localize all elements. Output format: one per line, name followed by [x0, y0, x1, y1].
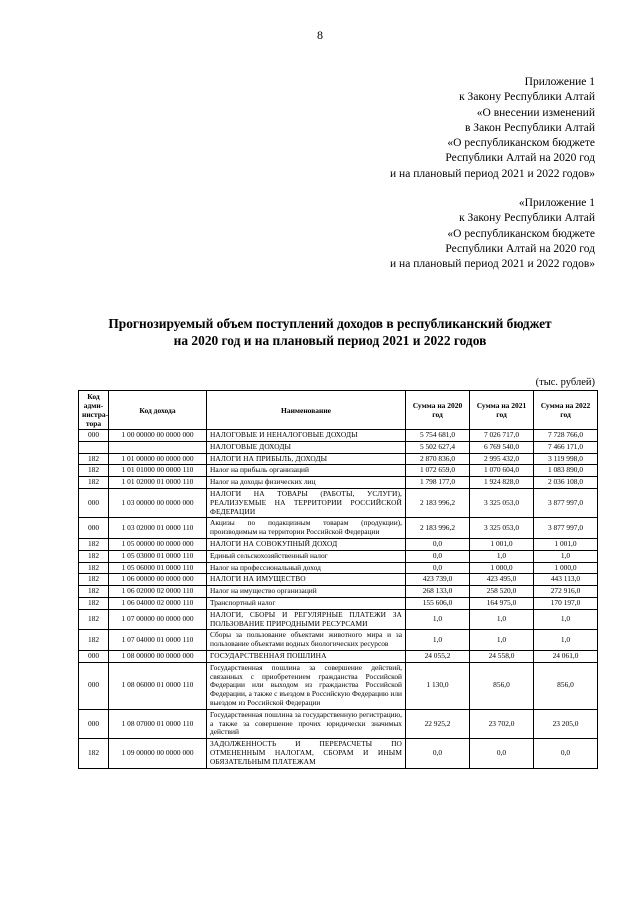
page-number: 8: [317, 28, 323, 42]
cell-income-code: 1 01 01000 00 0000 110: [109, 465, 207, 477]
table-row: [79, 609, 598, 630]
cell-sum-2020: 24 055,2: [406, 650, 470, 662]
cell-sum-2020: 1,0: [406, 609, 470, 630]
cell-admin-code: 182: [79, 465, 109, 477]
cell-sum-2022: 1,0: [534, 630, 598, 651]
revenue-table: [78, 390, 598, 769]
cell-sum-2022: 1,0: [534, 609, 598, 630]
table-row: [79, 430, 598, 442]
table-header-row: [79, 391, 598, 430]
units-label: (тыс. рублей): [535, 377, 595, 388]
table-row: [79, 597, 598, 609]
cell-sum-2022: 23 205,0: [534, 709, 598, 738]
cell-name: Единый сельскохозяйственный налог: [207, 550, 406, 562]
cell-name: НАЛОГОВЫЕ ДОХОДЫ: [207, 441, 406, 453]
cell-sum-2022: 7 466 171,0: [534, 441, 598, 453]
cell-sum-2020: 2 183 996,2: [406, 488, 470, 517]
cell-name: Государственная пошлина за совершение действий, связанных с приобретением гражданства Российской Федерации или выходом из гражданства Российской Федерации, а также с въездом в Российскую Федерацию или выездом из Российской Федерации: [207, 662, 406, 709]
header-sum-2022: Сумма на 2022 год: [534, 391, 598, 430]
header-sum-2020: Сумма на 2020 год: [406, 391, 470, 430]
cell-sum-2021: 1 001,0: [470, 538, 534, 550]
table-row: [79, 538, 598, 550]
cell-sum-2020: 5 754 681,0: [406, 430, 470, 442]
cell-name: ЗАДОЛЖЕННОСТЬ И ПЕРЕРАСЧЕТЫ ПО ОТМЕНЕННЫМ НАЛОГАМ, СБОРАМ И ИНЫМ ОБЯЗАТЕЛЬНЫМ ПЛАТЕЖАМ: [207, 739, 406, 768]
header-name: Наименование: [207, 391, 406, 430]
cell-sum-2021: 856,0: [470, 662, 534, 709]
header-admin-code: Код адми-нистра-тора: [79, 391, 109, 430]
cell-admin-code: 182: [79, 574, 109, 586]
cell-admin-code: 182: [79, 630, 109, 651]
cell-name: НАЛОГИ, СБОРЫ И РЕГУЛЯРНЫЕ ПЛАТЕЖИ ЗА ПОЛЬЗОВАНИЕ ПРИРОДНЫМИ РЕСУРСАМИ: [207, 609, 406, 630]
appendix-line: Республики Алтай на 2020 год: [445, 242, 595, 255]
cell-income-code: 1 07 04000 01 0000 110: [109, 630, 207, 651]
table-row: [79, 662, 598, 709]
table-row: [79, 709, 598, 738]
cell-sum-2022: 7 728 766,0: [534, 430, 598, 442]
appendix-line: к Закону Республики Алтай: [459, 212, 595, 225]
cell-sum-2020: 0,0: [406, 550, 470, 562]
cell-sum-2020: 1 798 177,0: [406, 477, 470, 489]
cell-admin-code: 000: [79, 662, 109, 709]
cell-sum-2021: 2 995 432,0: [470, 453, 534, 465]
cell-sum-2020: 268 133,0: [406, 586, 470, 598]
cell-income-code: 1 05 03000 01 0000 110: [109, 550, 207, 562]
cell-admin-code: 182: [79, 562, 109, 574]
cell-income-code: 1 01 00000 00 0000 000: [109, 453, 207, 465]
cell-sum-2021: 7 026 717,0: [470, 430, 534, 442]
cell-name: Налог на прибыль организаций: [207, 465, 406, 477]
cell-sum-2021: 1 924 828,0: [470, 477, 534, 489]
cell-admin-code: [79, 441, 109, 453]
header-sum-2021: Сумма на 2021 год: [470, 391, 534, 430]
cell-sum-2021: 3 325 053,0: [470, 518, 534, 539]
cell-sum-2022: 1,0: [534, 550, 598, 562]
cell-sum-2022: 3 877 997,0: [534, 488, 598, 517]
cell-name: Государственная пошлина за государственную регистрацию, а также за совершение прочих юридически значимых действий: [207, 709, 406, 738]
cell-admin-code: 000: [79, 518, 109, 539]
cell-sum-2022: 856,0: [534, 662, 598, 709]
table-row: [79, 630, 598, 651]
cell-sum-2020: 1,0: [406, 630, 470, 651]
cell-income-code: 1 01 02000 01 0000 110: [109, 477, 207, 489]
table-row: [79, 550, 598, 562]
cell-sum-2022: 1 000,0: [534, 562, 598, 574]
document-title-line: на 2020 год и на плановый период 2021 и 2022 годов: [173, 333, 487, 348]
cell-income-code: 1 03 00000 00 0000 000: [109, 488, 207, 517]
table-row: [79, 465, 598, 477]
appendix-line: «О внесении изменений: [476, 106, 595, 119]
cell-name: Акцизы по подакцизным товарам (продукции), производимым на территории Российской Федерации: [207, 518, 406, 539]
cell-sum-2021: 1,0: [470, 609, 534, 630]
appendix-line: Приложение 1: [524, 76, 595, 88]
appendix-line: «Приложение 1: [518, 197, 595, 209]
appendix-line: к Закону Республики Алтай: [459, 91, 595, 104]
appendix-original-note: [390, 196, 595, 272]
cell-sum-2021: 23 702,0: [470, 709, 534, 738]
cell-income-code: 1 06 04000 02 0000 110: [109, 597, 207, 609]
table-row: [79, 518, 598, 539]
cell-sum-2022: 3 119 998,0: [534, 453, 598, 465]
cell-income-code: 1 07 00000 00 0000 000: [109, 609, 207, 630]
header-income-code: Код дохода: [109, 391, 207, 430]
cell-name: НАЛОГИ НА ТОВАРЫ (РАБОТЫ, УСЛУГИ), РЕАЛИЗУЕМЫЕ НА ТЕРРИТОРИИ РОССИЙСКОЙ ФЕДЕРАЦИИ: [207, 488, 406, 517]
cell-sum-2020: 2 870 836,0: [406, 453, 470, 465]
cell-admin-code: 182: [79, 586, 109, 598]
table-row: [79, 477, 598, 489]
cell-sum-2022: 3 877 997,0: [534, 518, 598, 539]
cell-admin-code: 182: [79, 597, 109, 609]
cell-income-code: 1 08 06000 01 0000 110: [109, 662, 207, 709]
cell-income-code: 1 05 00000 00 0000 000: [109, 538, 207, 550]
cell-admin-code: 182: [79, 453, 109, 465]
cell-name: НАЛОГИ НА ПРИБЫЛЬ, ДОХОДЫ: [207, 453, 406, 465]
cell-name: Сборы за пользование объектами животного мира и за пользование объектами водных биологических ресурсов: [207, 630, 406, 651]
cell-sum-2021: 6 769 540,0: [470, 441, 534, 453]
cell-sum-2022: 1 083 890,0: [534, 465, 598, 477]
cell-sum-2022: 170 197,0: [534, 597, 598, 609]
appendix-amendment-note: [390, 75, 595, 182]
cell-sum-2020: 1 072 659,0: [406, 465, 470, 477]
cell-income-code: 1 03 02000 01 0000 110: [109, 518, 207, 539]
cell-name: НАЛОГИ НА СОВОКУПНЫЙ ДОХОД: [207, 538, 406, 550]
appendix-line: «О республиканском бюджете: [447, 137, 595, 150]
table-row: [79, 562, 598, 574]
cell-income-code: 1 08 07000 01 0000 110: [109, 709, 207, 738]
cell-sum-2020: 0,0: [406, 538, 470, 550]
appendix-line: в Закон Республики Алтай: [465, 121, 595, 134]
cell-sum-2022: 272 916,0: [534, 586, 598, 598]
cell-sum-2021: 1 000,0: [470, 562, 534, 574]
cell-income-code: 1 08 00000 00 0000 000: [109, 650, 207, 662]
cell-sum-2020: 0,0: [406, 739, 470, 768]
cell-sum-2021: 1 070 604,0: [470, 465, 534, 477]
cell-sum-2021: 24 558,0: [470, 650, 534, 662]
appendix-line: Республики Алтай на 2020 год: [445, 152, 595, 165]
table-row: [79, 586, 598, 598]
cell-name: НАЛОГИ НА ИМУЩЕСТВО: [207, 574, 406, 586]
appendix-line: и на плановый период 2021 и 2022 годов»: [390, 258, 595, 271]
cell-name: НАЛОГОВЫЕ И НЕНАЛОГОВЫЕ ДОХОДЫ: [207, 430, 406, 442]
cell-income-code: 1 09 00000 00 0000 000: [109, 739, 207, 768]
appendix-line: «О республиканском бюджете: [447, 227, 595, 240]
cell-sum-2021: 3 325 053,0: [470, 488, 534, 517]
cell-sum-2020: 2 183 996,2: [406, 518, 470, 539]
cell-admin-code: 000: [79, 488, 109, 517]
cell-sum-2021: 0,0: [470, 739, 534, 768]
cell-sum-2022: 2 036 108,0: [534, 477, 598, 489]
table-row: [79, 739, 598, 768]
table-row: [79, 441, 598, 453]
cell-income-code: 1 06 02000 02 0000 110: [109, 586, 207, 598]
cell-sum-2022: 0,0: [534, 739, 598, 768]
cell-name: Налог на профессиональный доход: [207, 562, 406, 574]
cell-sum-2020: 22 925,2: [406, 709, 470, 738]
appendix-line: и на плановый период 2021 и 2022 годов»: [390, 167, 595, 180]
cell-sum-2021: 258 520,0: [470, 586, 534, 598]
cell-sum-2022: 443 113,0: [534, 574, 598, 586]
table-row: [79, 574, 598, 586]
document-title: [60, 315, 600, 349]
table-row: [79, 453, 598, 465]
cell-income-code: 1 05 06000 01 0000 110: [109, 562, 207, 574]
cell-admin-code: 000: [79, 709, 109, 738]
cell-sum-2020: 5 502 627,4: [406, 441, 470, 453]
cell-admin-code: 182: [79, 609, 109, 630]
cell-sum-2022: 1 001,0: [534, 538, 598, 550]
cell-sum-2020: 0,0: [406, 562, 470, 574]
cell-admin-code: 182: [79, 477, 109, 489]
cell-admin-code: 182: [79, 739, 109, 768]
cell-admin-code: 000: [79, 650, 109, 662]
cell-income-code: 1 00 00000 00 0000 000: [109, 430, 207, 442]
cell-admin-code: 000: [79, 430, 109, 442]
cell-sum-2021: 423 495,0: [470, 574, 534, 586]
cell-name: Налог на имущество организаций: [207, 586, 406, 598]
cell-name: ГОСУДАРСТВЕННАЯ ПОШЛИНА: [207, 650, 406, 662]
cell-sum-2020: 1 130,0: [406, 662, 470, 709]
table-row: [79, 488, 598, 517]
cell-name: Транспортный налог: [207, 597, 406, 609]
cell-sum-2021: 164 975,0: [470, 597, 534, 609]
cell-sum-2021: 1,0: [470, 630, 534, 651]
cell-income-code: 1 06 00000 00 0000 000: [109, 574, 207, 586]
table-body: [79, 430, 598, 769]
cell-admin-code: 182: [79, 550, 109, 562]
cell-sum-2020: 423 739,0: [406, 574, 470, 586]
table-row: [79, 650, 598, 662]
document-title-line: Прогнозируемый объем поступлений доходов в республиканский бюджет: [108, 316, 552, 331]
cell-income-code: [109, 441, 207, 453]
cell-name: Налог на доходы физических лиц: [207, 477, 406, 489]
cell-sum-2020: 155 606,0: [406, 597, 470, 609]
cell-sum-2021: 1,0: [470, 550, 534, 562]
cell-sum-2022: 24 061,0: [534, 650, 598, 662]
cell-admin-code: 182: [79, 538, 109, 550]
